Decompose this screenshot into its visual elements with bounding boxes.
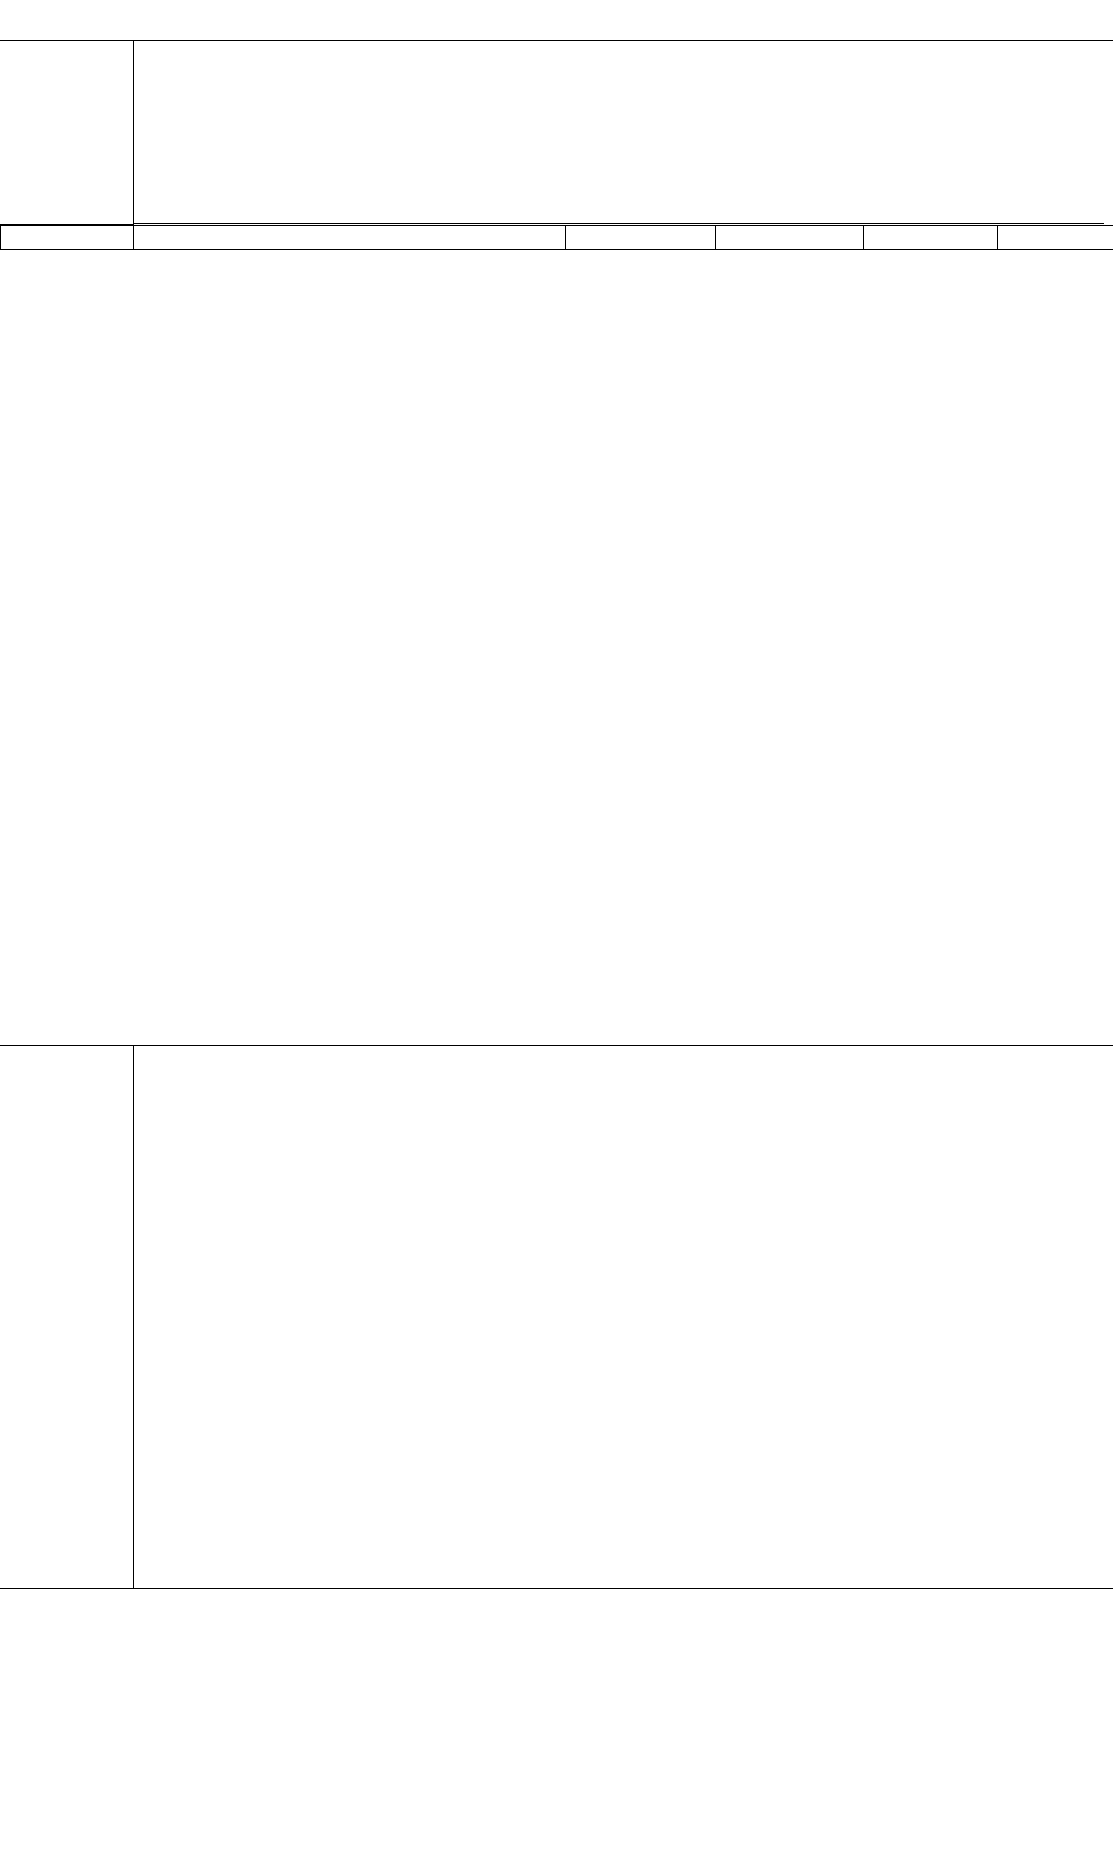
news-list [134,40,1104,224]
header-date-2 [716,226,864,250]
views-section-label [0,1046,134,1588]
qr-code-icon [945,1600,1055,1710]
news-section-label [0,40,134,225]
footer [0,1590,1113,1859]
report-title [0,0,1113,41]
header-date-1 [566,226,716,250]
header-trend [998,226,1113,250]
views-section [0,1045,1113,1589]
header-variety [1,226,134,250]
table-header-row [1,226,1113,250]
quotes-table [0,225,1113,250]
header-change [864,226,998,250]
header-indicator [134,226,566,250]
